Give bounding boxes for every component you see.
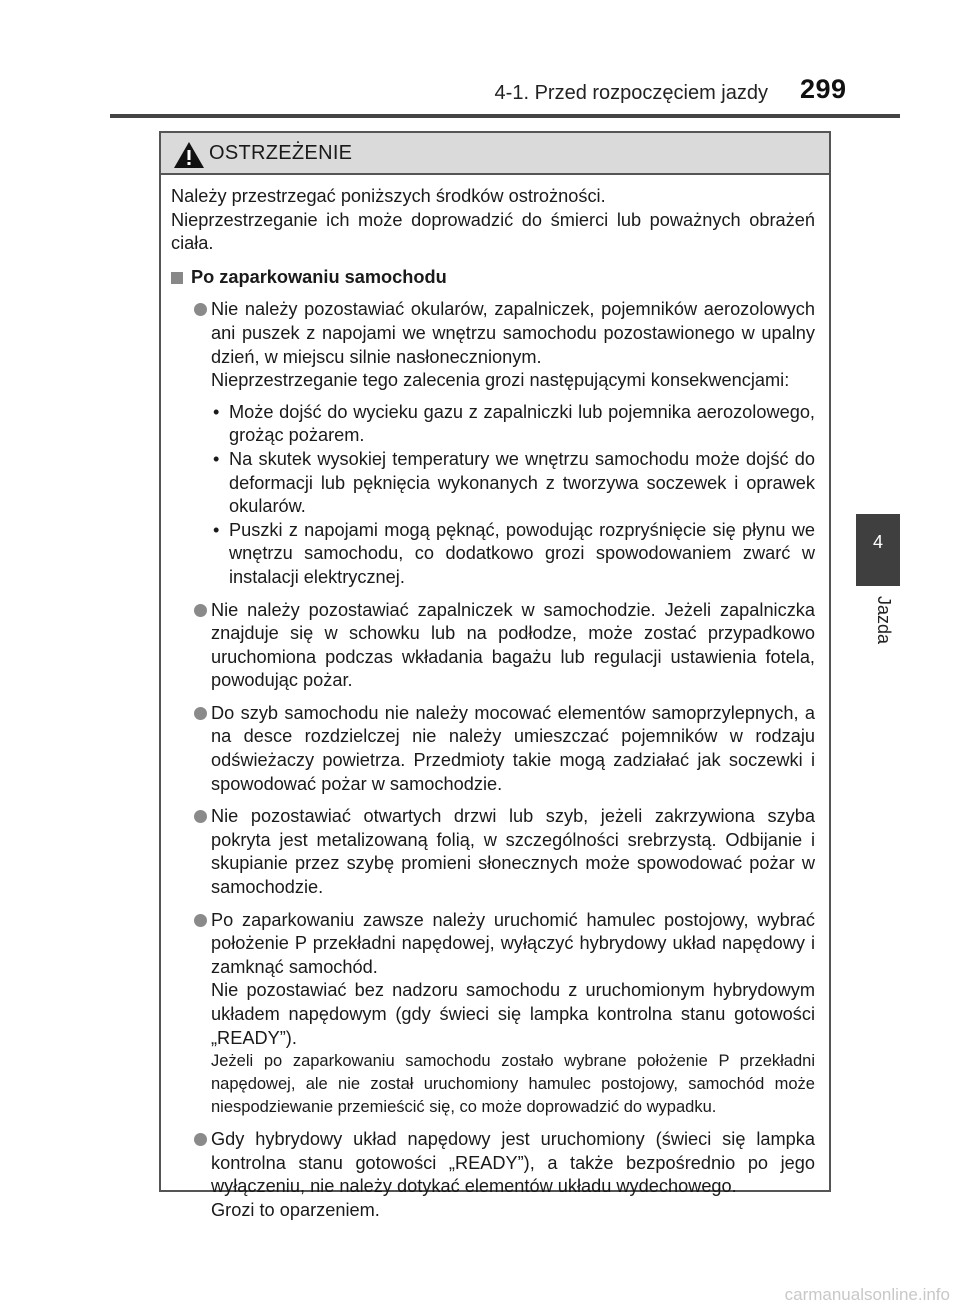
warning-body <box>161 175 829 1223</box>
item-note: Jeżeli po zaparkowaniu samochodu zostało wybrane położenie P przekładni napędowej, ale nie został uruchomiony hamulec postojowy, samochód może niespodziewanie przemieścić się, co może doprowadzić do wypadku. <box>211 1052 815 1117</box>
subsection-heading-text: Po zaparkowaniu samochodu <box>191 266 447 287</box>
chapter-label: Jazda <box>874 596 894 645</box>
circle-bullet-icon <box>194 604 207 617</box>
sub-list-item: • Na skutek wysokiej temperatury we wnętrzu samochodu może dojść do deformacji lub pęknięcia wykonanych z tworzywa soczewek i oprawek okularów. <box>211 448 815 519</box>
circle-bullet-icon <box>194 1133 207 1146</box>
item-text: Nie należy pozostawiać zapalniczek w samochodzie. Jeżeli zapalniczka znajduje się w schowku lub na podłodze, może zostać przypadkowo uruchomiona podczas wkładania bagażu lub regulacji ustawienia fotela, powodując pożar. <box>211 599 815 691</box>
warning-title: OSTRZEŻENIE <box>209 142 353 164</box>
section-title: 4-1. Przed rozpoczęciem jazdy <box>494 82 768 104</box>
warning-intro <box>171 185 815 256</box>
circle-bullet-icon <box>194 914 207 927</box>
list-item <box>171 805 815 899</box>
list-item <box>171 599 815 693</box>
warning-triangle-icon <box>173 141 205 169</box>
circle-bullet-icon <box>194 707 207 720</box>
item-text: Do szyb samochodu nie należy mocować elementów samoprzylepnych, a na desce rozdzielczej nie należy umieszczać pojemników w rodzaju odświeżaczy powietrza. Przedmioty takie mogą zadziałać jak soczewki i spowodować pożar w samochodzie. <box>211 702 815 794</box>
list-item <box>171 702 815 796</box>
warning-header <box>161 133 829 175</box>
chapter-number: 4 <box>872 532 883 552</box>
intro-line: Należy przestrzegać poniższych środków ostrożności. <box>171 186 606 206</box>
item-text: Nie należy pozostawiać okularów, zapalniczek, pojemników aerozolowych ani puszek z napojami we wnętrzu samochodu pozostawionego w upalny dzień, w miejscu silnie nasłonecznionym. <box>211 299 815 367</box>
list-item <box>171 1128 815 1222</box>
sub-item-text: Puszki z napojami mogą pęknąć, powodując rozpryśnięcie się płynu we wnętrzu samochodu, co dodatkowo grozi spowodowaniem zwarć w instalacji elektrycznej. <box>229 519 815 587</box>
list-item <box>171 909 815 1120</box>
sub-list-item: • Puszki z napojami mogą pęknąć, powodując rozpryśnięcie się płynu we wnętrzu samochodu, co dodatkowo grozi spowodowaniem zwarć w instalacji elektrycznej. <box>211 519 815 590</box>
square-bullet-icon <box>171 272 183 284</box>
chapter-tab <box>856 514 900 586</box>
warning-box <box>159 131 831 1220</box>
item-text: Gdy hybrydowy układ napędowy jest uruchomiony (świeci się lampka kontrolna stanu gotowości „READY”), a także bezpośrednio po jego wyłączeniu, nie należy dotykać elementów układu wydechowego. <box>211 1129 815 1197</box>
subsection-heading <box>171 266 815 290</box>
item-text: Grozi to oparzeniem. <box>211 1199 380 1220</box>
page-number: 299 <box>800 74 847 104</box>
intro-line: Nieprzestrzeganie ich może doprowadzić do śmierci lub poważnych obrażeń ciała. <box>171 209 815 254</box>
item-text: Nie pozostawiać otwartych drzwi lub szyb, jeżeli zakrzywiona szyba pokryta jest metalizowaną folią, w szczególności srebrzystą. Odbijanie i skupianie przez szybę promieni słonecznych może spowodować pożar w samochodzie. <box>211 806 815 898</box>
item-text: Nie pozostawiać bez nadzoru samochodu z uruchomionym hybrydowym układem napędowym (gdy świeci się lampka kontrolna stanu gotowości „READY”). <box>211 980 815 1048</box>
circle-bullet-icon <box>194 303 207 316</box>
circle-bullet-icon <box>194 810 207 823</box>
sub-item-text: Na skutek wysokiej temperatury we wnętrzu samochodu może dojść do deformacji lub pęknięcia wykonanych z tworzywa soczewek i oprawek okularów. <box>229 448 815 517</box>
sub-item-text: Może dojść do wycieku gazu z zapalniczki lub pojemnika aerozolowego, grożąc pożarem. <box>229 401 815 446</box>
item-text: Nieprzestrzeganie tego zalecenia grozi następującymi konsekwencjami: <box>211 370 790 391</box>
watermark: carmanualsonline.info <box>784 1285 950 1304</box>
sub-list-item: • Może dojść do wycieku gazu z zapalniczki lub pojemnika aerozolowego, grożąc pożarem. <box>211 401 815 448</box>
list-item <box>171 298 815 589</box>
page-header <box>0 0 960 120</box>
header-divider <box>110 114 900 118</box>
item-text: Po zaparkowaniu zawsze należy uruchomić hamulec postojowy, wybrać położenie P przekładni napędowej, wyłączyć hybrydowy układ napędowy i zamknąć samochód. <box>211 909 815 977</box>
